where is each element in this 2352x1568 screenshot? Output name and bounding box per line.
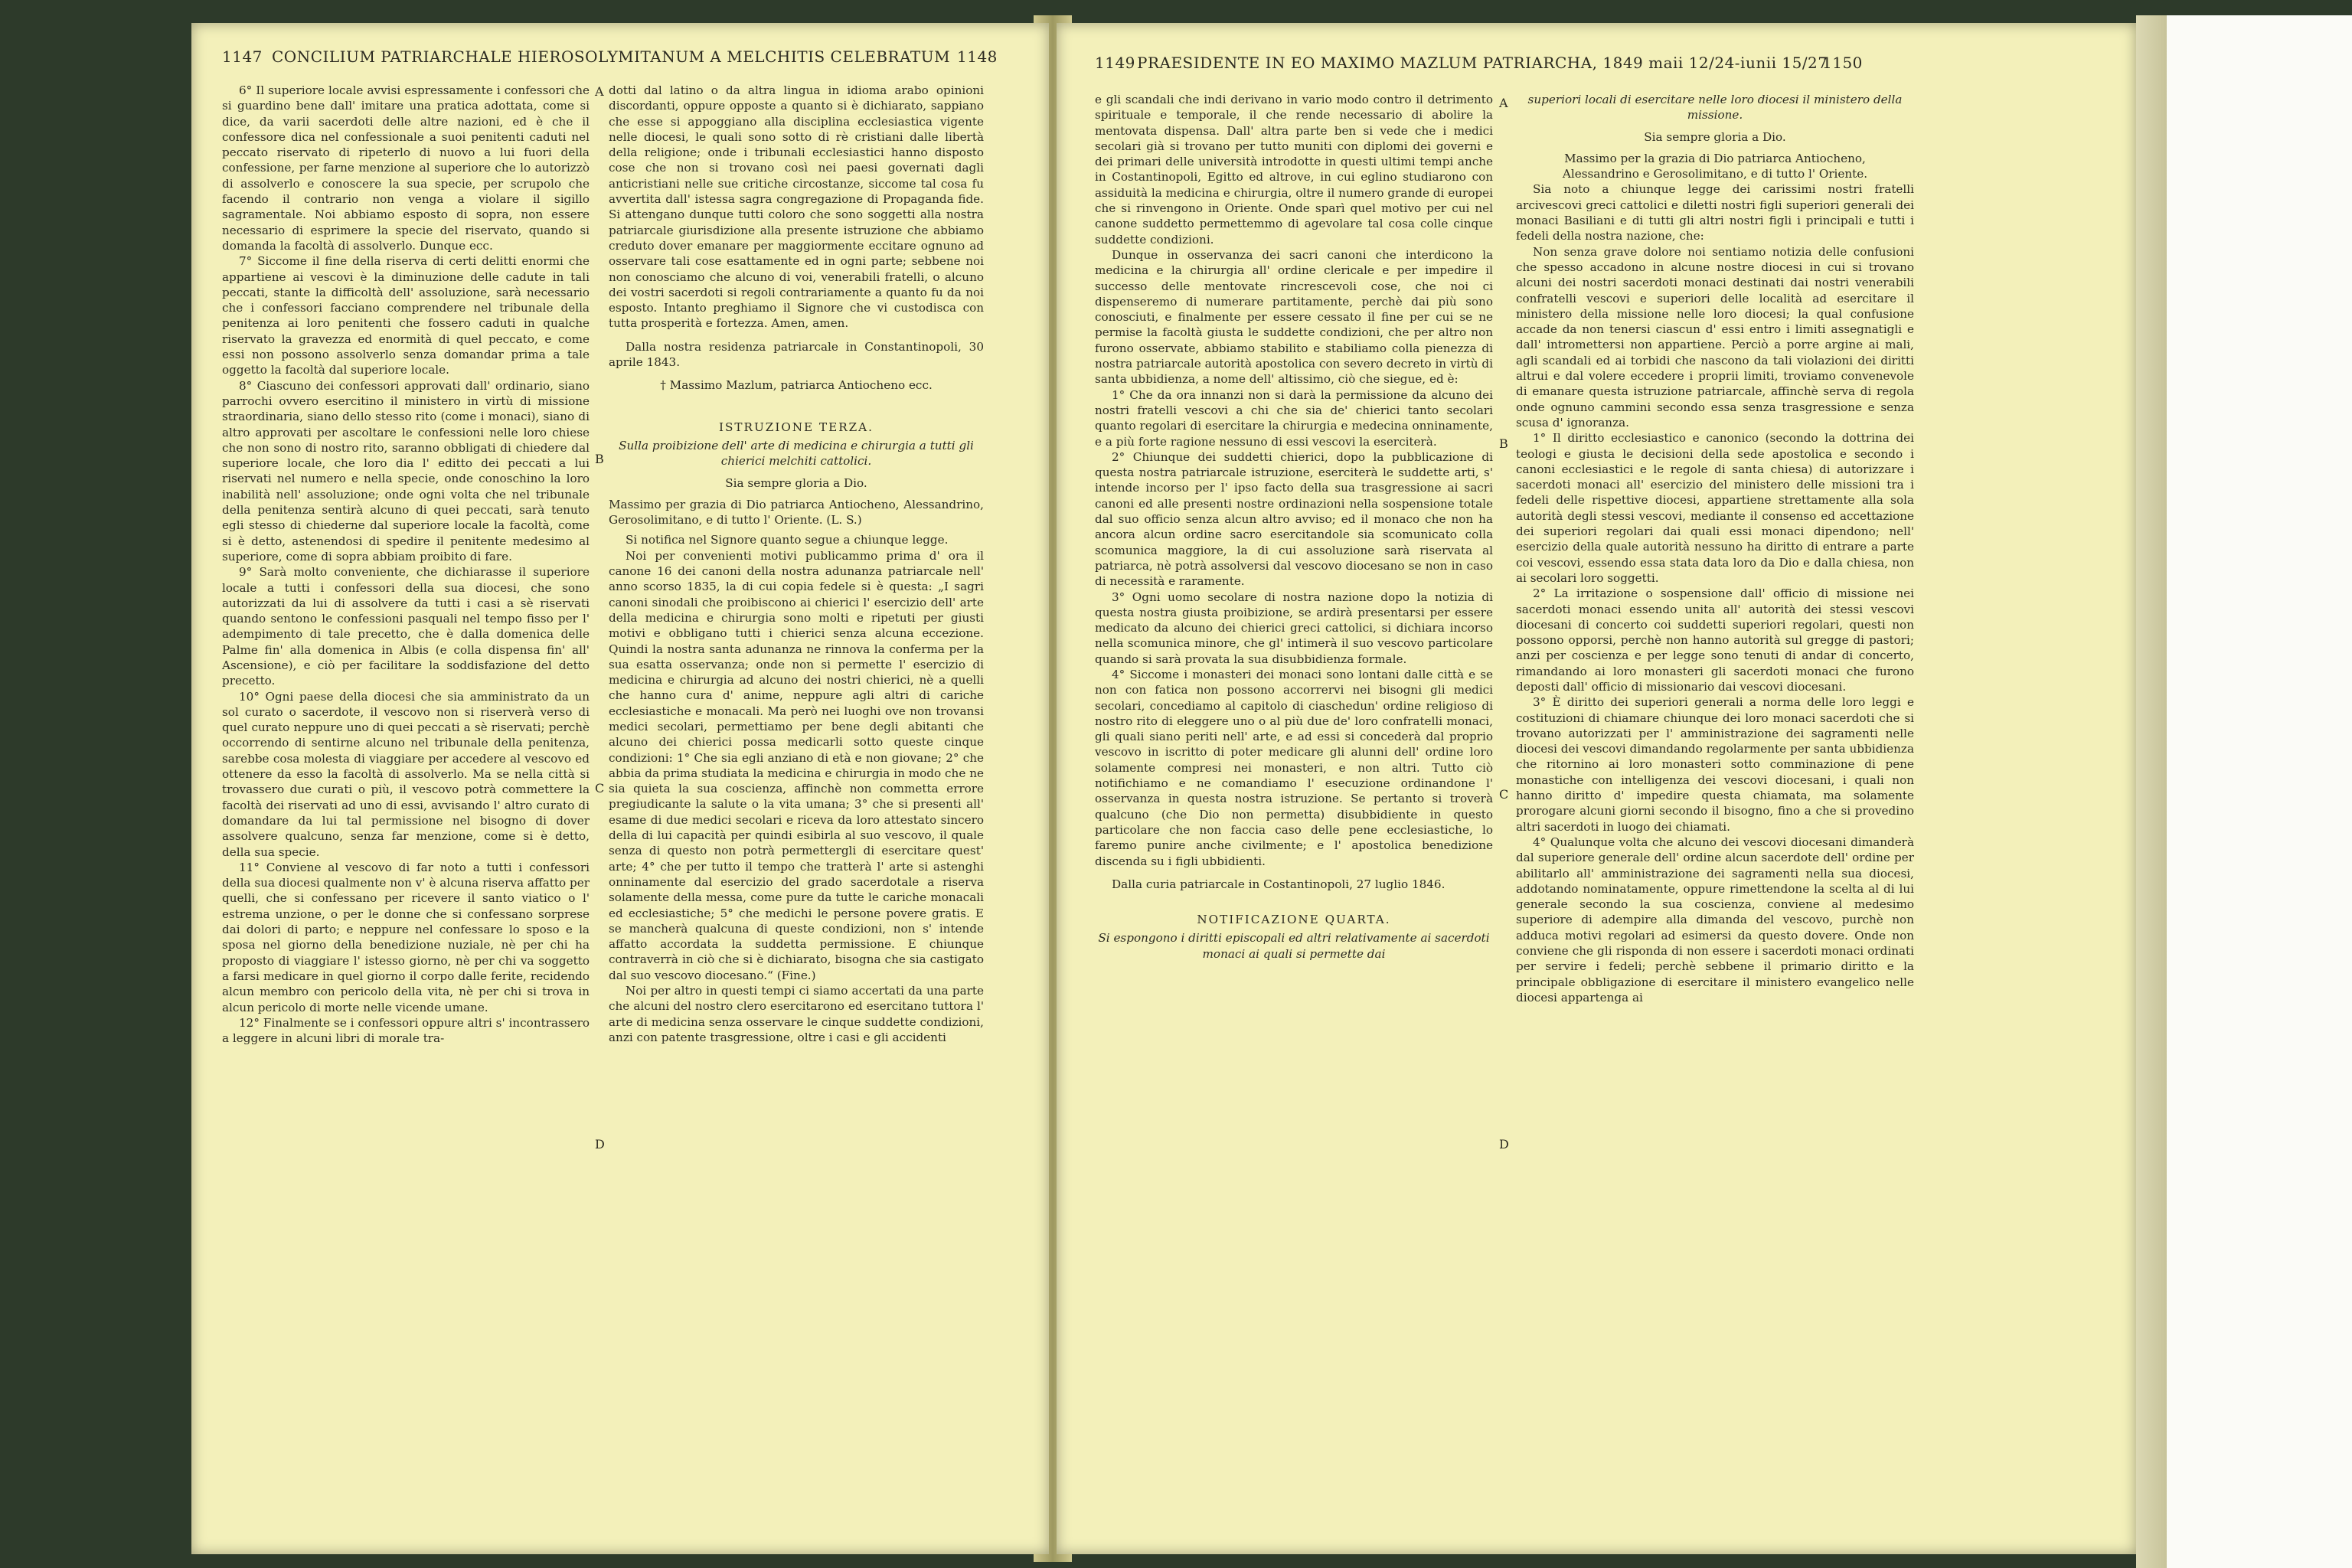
paragraph: Noi per convenienti motivi publicammo prima d' ora il canone 16 dei canoni della nostra adunanza patriarcale nell' anno scorso 1835, la di cui copia fedele si è questa: „I sagri canoni sinodali che proibiscono ai chierici l' esercizio dell' arte della medicina e chirurgia sono molti e ripetuti per giusti motivi e obbligano tutti i chierici senza alcuna eccezione. Quindi la nostra santa adunanza ne rinnova la conferma per la sua esatta osservanza; onde non si permette l' esercizio di medicina e chirurgia ad alcuno dei nostri chierici, nè a quelli che hanno cura d' anime, neppure agli altri di cariche ecclesiastiche e monacali. Ma però nei luoghi ove non trovansi medici secolari, permettiamo per bene degli abitanti che alcuno dei chierici possa medicarli sotto queste cinque condizioni: 1° Che sia egli anziano di età e non giovane; 2° che abbia da prima studiata la medicina e chirurgia in modo che ne sia quieta la sua coscienza, affinchè non commetta errore pregiudicante la salute o la vita umana; 3° che si presenti all' esame di due medici secolari e riceva da loro attestato sincero della di lui capacità per quindi esibirla al suo vescovo, il quale senza di questo non potrà permettergli di esercitare quest' arte; 4° che per tutto il tempo che tratterà l' arte si astenghi onninamente dal esercizio del grado sacerdotale a riserva solamente della messa, come pure da tutte le cariche monacali ed ecclesiastiche; 5° che medichi le persone povere gratis. E se mancherà qualcuna di queste condizioni, non s' intende affatto accordata la suddetta permissione. E chiunque contraverrà in ciò che si è dichiarato, bisogna che sia castigato dal suo vescovo diocesano.“ (Fine.) [609,548,984,982]
paragraph: Si notifica nel Signore quanto segue a chiunque legge. [626,533,949,547]
margin-marker: C [595,781,605,795]
section-title: NOTIFICAZIONE QUARTA. [1197,913,1391,927]
margin-marker: B [595,452,604,466]
paragraph: Non senza grave dolore noi sentiamo notizia delle confusioni che spesso accadono in alcune nostre diocesi in cui si trovano alcuni dei nostri sacerdoti monaci destinati dai nostri venerabili confratelli vescovi e superiori delle località ad esercitare il ministero della missione nelle loro diocesi; la qual confusione accade da non tenersi ciascun d' essi entro i limiti assegnatigli e dall' intromettersi non appartiene. Perciò a porre argine ai mali, agli scandali ed ai torbidi che nascono da tali violazioni dei diritti altrui e dal volere eccedere i proprii limiti, troviamo convenevole di emanare questa istruzione patriarcale, affinchè serva di regola onde ognuno cammini secondo essa senza trasgressione e senza scusa d' ignoranza. [1516,244,1914,430]
paragraph: 4° Qualunque volta che alcuno dei vescovi diocesani dimanderà dal superiore generale dell' ordine alcun sacerdote dell' ordine per abilitarlo all' amministrazione dei sagramenti nella sua diocesi, addotando nominatamente, oppure rimettendone la scelta al di lui generale secondo la sua coscienza, conviene al medesimo superiore di adempire alla dimanda del vescovo, purchè non adduca motivi regolari ad esimersi da questo dovere. Onde non conviene che gli risponda di non essere i sacerdoti monaci ordinati per servire i fedeli; perchè sebbene il primario diritto e la principale obbligazione di esercitare il ministero evangelico nelle diocesi appartenga ai [1516,835,1914,1004]
right-page [1057,23,2136,1554]
left-page-number: 1147 [222,47,263,66]
invocation: Sia sempre gloria a Dio. [1644,129,1786,144]
paragraph: 8° Ciascuno dei confessori approvati dall' ordinario, siano parrochi ovvero esercitino il ministero in virtù di missione straordinaria, siano dello stesso rito (come i monaci), siano di altro approvati per ascoltare le confessioni nelle loro chiese che non sono di nostro rito, saranno obbligati di chiedere dal superiore locale, che loro dia l' editto dei peccati a lui riservati nel numero e nella specie, onde conoschino la loro inabilità nell' assoluzione; onde ogni volta che nel tribunale della penitenza sentirà alcuno di quei peccati, sarà tenuto egli stesso di chiederne dal superiore locale la facoltà, come si è detto, astenendosi di spedire il penitente medesimo al superiore, come di sopra abbiam proibito di fare. [222,378,590,564]
section-subtitle: Si espongono i diritti episcopali ed altri relativamente ai sacerdoti monaci ai quali si permette dai [1098,931,1490,961]
paragraph: Dalla nostra residenza patriarcale in Constantinopoli, 30 aprile 1843. [609,339,984,370]
book-edge [2136,15,2167,1568]
margin-marker: A [595,84,604,99]
left-page-number-2: 1148 [957,47,998,66]
paragraph: 7° Siccome il fine della riserva di certi delitti enormi che appartiene ai vescovi è la diminuzione delle cadute in tali peccati, stante la difficoltà dell' assoluzione, sarà necessario che i confessori facciano comprendere nel tribunale della penitenza ai loro penitenti che fossero caduti in qualche riservato la gravezza ed enormità di quel peccato, e come essi non possono assolverlo senza domandar prima a tale oggetto la facoltà dal superiore locale. [222,254,590,377]
background-strip [2167,15,2352,1568]
section-subtitle-cont: superiori locali di esercitare nelle loro diocesi il ministero della missione. [1527,93,1903,122]
right-column-2 [1516,92,1914,1005]
left-column-1 [222,83,590,1046]
paragraph: 4° Siccome i monasteri dei monaci sono lontani dalle città e se non con fatica non possono accorrervi nei bisogni gli medici secolari, concediamo al capitolo di ciaschedun' ordine religioso di nostro rito di eleggere uno o al più due de' loro confratelli monaci, gli quali siano periti nell' arte, e ad essi si concederà dal proprio vescovo in iscritto di poter medicare gli alunni dell' ordine loro solamente compresi nei monasteri, e non altri. Tutto ciò notifichiamo e ne comandiamo l' esecuzione ordinandone l' osservanza in questa nostra istruzione. Se pertanto si troverà qualcuno (che Dio non permetta) disubbidiente in questo particolare che non faccia caso delle pene ecclesiastiche, lo faremo punire anche civilmente; e l' apostolica benedizione discenda su i figli ubbidienti. [1095,667,1493,868]
paragraph: 3° È diritto dei superiori generali a norma delle loro leggi e costituzioni di chiamare chiunque dei loro monaci sacerdoti che si trovano autorizzati per l' amministrazione dei sagramenti nelle diocesi dei vescovi dimandando regolarmente per santa ubbidienza che ritornino ai loro monasteri sotto comminazione di pene monastiche con intelligenza dei vescovi diocesani, i quali non hanno diritto d' impedire questa chiamata, ma solamente prorogare alcuni giorni secondo il bisogno, fino a che si provedino altri sacerdoti in luogo dei chiamati. [1516,695,1914,834]
paragraph: 6° Il superiore locale avvisi espressamente i confessori che si guardino bene dall' imitare una pratica adottata, come si dice, da varii sacerdoti delle altre nazioni, ed è che il confessore dica nel confessionale a suoi penitenti caduti nel peccato riservato di ripeterlo di nuovo a lui fuori della confessione, per farne menzione al superiore che lo autorizzò di assolverlo e conoscere la sua specie, per scrupolo che facendo il contrario non venga a violare il sigillo sagramentale. Noi abbiamo esposto di sopra, non essere necessario di esprimere la specie del riservato, quando si domanda la facoltà di assolverlo. Dunque ecc. [222,83,590,253]
margin-marker: B [1499,436,1508,451]
paragraph: Dalla curia patriarcale in Costantinopoli, 27 luglio 1846. [1112,877,1446,891]
margin-marker: C [1499,787,1509,802]
invocation: Sia sempre gloria a Dio. [725,475,867,490]
left-running-title: CONCILIUM PATRIARCHALE HIEROSOLYMITANUM A MELCHITIS CELEBRATUM [272,47,951,66]
right-page-number: 1149 [1095,54,1135,72]
paragraph: 1° Che da ora innanzi non si darà la permissione da alcuno dei nostri fratelli vescovi a chi che sia de' chierici tanto secolari quanto regolari di esercitare la chirurgia e medecina onninamente, e a più forte ragione nessuno di essi vescovi la eserciterà. [1095,387,1493,449]
paragraph: 12° Finalmente se i confessori oppure altri s' incontrassero a leggere in alcuni libri di morale tra- [222,1015,590,1046]
paragraph: 10° Ogni paese della diocesi che sia amministrato da un sol curato o sacerdote, il vescovo non si riserverà verso di quel curato neppure uno di quei peccati a sè riservati; perchè occorrendo di sentirne alcuno nel tribunale della penitenza, sarebbe cosa molesta di viaggiare per accedere al vescovo ed ottenere da esso la facoltà di assolverlo. Ma se nella città si trovassero due curati o più, il vescovo potrà commettere la facoltà dei riservati ad uno di essi, avvisando l' altro curato di domandare da lui tal permissione nel bisogno di dover assolvere qualcuno, senza far menzione, come si è detto, della sua specie. [222,689,590,859]
salutation: Massimo per la grazia di Dio patriarca Antiocheno, Alessandrino e Gerosolimitano, e di tutto l' Oriente. [1562,151,1868,181]
paragraph: 3° Ogni uomo secolare di nostra nazione dopo la notizia di questa nostra giusta proibizione, se ardirà presentarsi per essere medicato da alcuno dei chierici greci cattolici, si dichiara incorso nella scomunica minore, che gl' intimerà il suo vescovo particolare quando si sarà provata la sua disubbidienza formale. [1095,590,1493,666]
margin-marker: A [1499,96,1508,110]
paragraph: e gli scandali che indi derivano in vario modo contro il detrimento spirituale e temporale, il che rende necessario di abolire la mentovata dispensa. Dall' altra parte ben si vede che i medici secolari già si trovano per tutto muniti con diplomi dei governi e dei primari delle università introdotte in questi ultimi tempi anche in Costantinopoli, Egitto ed altrove, in cui eglino studiarono con assiduità la medicina e chirurgia, oltre il numero grande di europei che si rinvengono in Oriente. Onde sparì quel motivo per cui nel canone suddetto permettemmo di agevolare tal cosa colle cinque suddette condizioni. [1095,93,1493,247]
paragraph: Dunque in osservanza dei sacri canoni che interdicono la medicina e la chirurgia all' ordine clericale e per impedire il successo delle mentovate rincrescevoli cose, che noi ci dispenseremo di numerare partitamente, perchè dai più sono conosciuti, e finalmente per essere cessato il fine per cui se ne permise la facoltà giusta le suddette condizioni, che per altro non furono osservate, abbiamo stabilito e stabiliamo colla pienezza di nostra patriarcale autorità apostolica con severo decreto in virtù di santa ubbidienza, a nome dell' altissimo, ciò che siegue, ed è: [1095,247,1493,387]
paragraph: 2° La irritazione o sospensione dall' officio di missione nei sacerdoti monaci essendo unita all' autorità dei stessi vescovi diocesani di concerto coi suddetti superiori regolari, questi non possono opporsi, perchè non hanno autorità sul gregge di pastori; anzi per coscienza e per legge sono tenuti di andar di concerto, rimandando ai loro monasteri gli sacerdoti monaci che furono deposti dall' officio di missionario dai vescovi diocesani. [1516,586,1914,694]
right-running-title: PRAESIDENTE IN EO MAXIMO MAZLUM PATRIARCHA, 1849 maii 12/24-iunii 15/27 [1137,54,1828,72]
right-column-1 [1095,92,1493,962]
margin-marker: D [1499,1137,1509,1152]
margin-marker: D [595,1137,605,1152]
section-title: ISTRUZIONE TERZA. [719,420,874,434]
left-column-2 [609,83,984,1045]
paragraph: 1° Il diritto ecclesiastico e canonico (secondo la dottrina dei teologi e giusta le decisioni della sede apostolica e secondo i canoni ecclesiastici e le regole di santa chiesa) di autorizzare i sacerdoti monaci all' esercizio del ministero delle missioni tra i fedeli delle rispettive diocesi, appartiene strettamente alla sola autorità degli stessi vescovi, mediante il consenso ed accettazione dei superiori regolari dai quali essi monaci dipendono; nell' esercizio della quale autorità nessuno ha diritto di entrare a parte coi vescovi, essendo essa stata data loro da Dio e dalla chiesa, non ai secolari loro soggetti. [1516,431,1914,585]
paragraph: 11° Conviene al vescovo di far noto a tutti i confessori della sua diocesi qualmente non v' è alcuna riserva affatto per quelli, che si confessano per ricevere il santo viatico o l' estrema unzione, o per le donne che si confessano sorprese dai dolori di parto; e neppure nel confessare lo sposo e la sposa nel giorno della benedizione nuziale, nè per chi ha proposto di viaggiare l' istesso giorno, nè per chi va soggetto a farsi medicare in quel giorno il corpo dalle ferite, recidendo alcun membro con pericolo della vita, nè per chi si trova in alcun pericolo di morte nelle vicende umane. [222,860,590,1014]
paragraph: dotti dal latino o da altra lingua in idioma arabo opinioni discordanti, oppure opposte a quanto si è dichiarato, sappiano che esse si appoggiano alla disciplina ecclesiastica vigente nelle diocesi, le quali sono sotto di rè cristiani dalle libertà della religione; onde i tribunali ecclesiastici hanno disposto cose che non si trovano così nei paesi governati dagli anticristiani nelle sue critiche circostanze, siccome tal cosa fu avvertita dall' istessa sagra congregazione di Propaganda fide. Si attengano dunque tutti coloro che sono soggetti alla nostra patriarcale giurisdizione alla presente istruzione che abbiamo creduto dover emanare per maggiormente eccitare ognuno ad osservare tali cose esattamente ed in ogni parte; sebbene noi non conosciamo che alcuno di voi, venerabili fratelli, o alcuno dei vostri sacerdoti si regoli contrariamente a quanto fu da noi esposto. Intanto preghiamo il Signore che vi custodisca con tutta prosperità e fortezza. Amen, amen. [609,83,984,331]
paragraph: Sia noto a chiunque legge dei carissimi nostri fratelli arcivescovi greci cattolici e diletti nostri figli superiori generali dei monaci Basiliani e di tutti gli altri nostri figli i principali e tutti i fedeli della nostra nazione, che: [1516,182,1914,243]
paragraph: 2° Chiunque dei suddetti chierici, dopo la pubblicazione di questa nostra patriarcale istruzione, eserciterà le suddette arti, s' intende incorso per l' ipso facto della sua trasgressione ai sacri canoni ed alle presenti nostre ordinazioni nella sospensione totale dal suo officio senza alcun altro avviso; ed il monaco che non ha ancora alcun ordine sacro esercitandole sia scomunicato colla scomunica maggiore, la di cui assoluzione sarà riservata al patriarca, nè potrà assolversi dal vescovo diocesano se non in caso di necessità e raramente. [1095,449,1493,589]
paragraph: Noi per altro in questi tempi ci siamo accertati da una parte che alcuni del nostro clero esercitarono ed esercitano tuttora l' arte di medicina senza osservare le cinque suddette condizioni, anzi con patente trasgressione, oltre i casi e gli accidenti [609,984,984,1044]
right-page-number-2: 1150 [1822,54,1863,72]
section-subtitle: Sulla proibizione dell' arte di medicina e chirurgia a tutti gli chierici melchiti cattolici. [619,438,974,469]
left-page [191,23,1049,1554]
paragraph: 9° Sarà molto conveniente, che dichiarasse il superiore locale a tutti i confessori della sua diocesi, che sono autorizzati da lui di assolvere da tutti i casi a sè riservati quando sentono le confessioni pasquali nel tempo fisso per l' adempimento di tale precetto, che è dalla domenica delle Palme fin' alla domenica in Albis (e colla dispensa fin' all' Ascensione), e ciò per facilitare la soddisfazione del detto precetto. [222,565,590,688]
signature: † Massimo Mazlum, patriarca Antiocheno ecc. [660,378,933,393]
paragraph: Massimo per grazia di Dio patriarca Antiocheno, Alessandrino, Gerosolimitano, e di tutto l' Oriente. (L. S.) [609,497,984,528]
